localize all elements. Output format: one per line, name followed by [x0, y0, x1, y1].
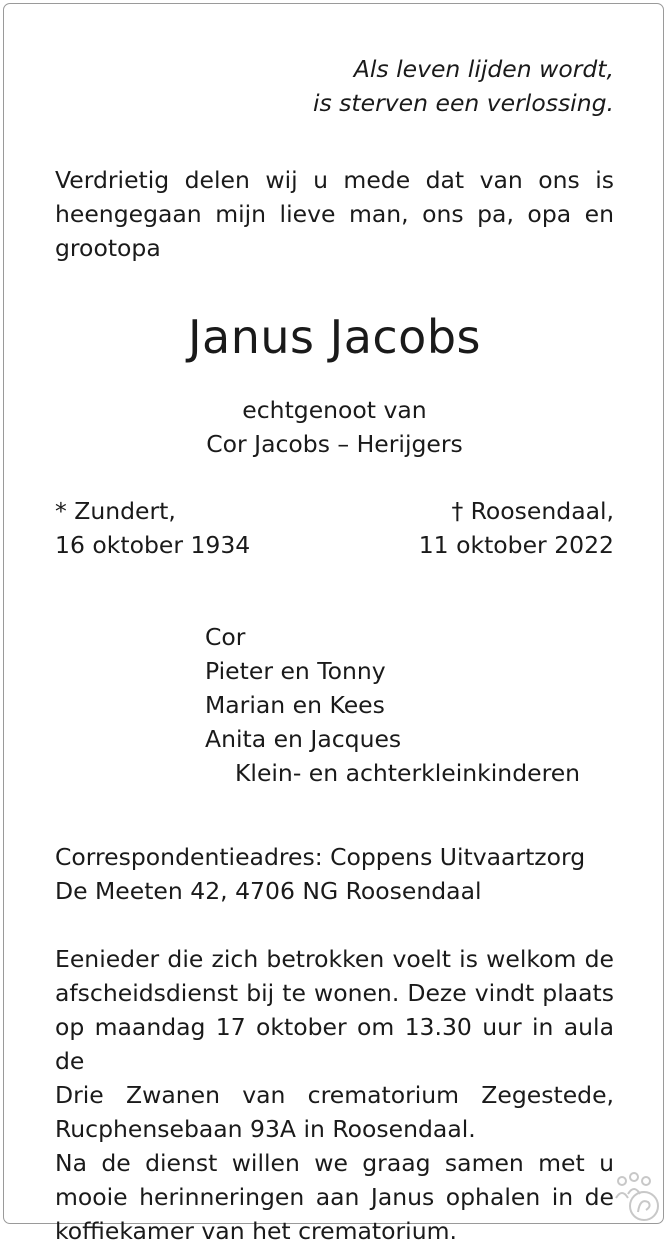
service-line: Rucphensebaan 93A in Roosendaal. — [55, 1115, 476, 1143]
death-place: † Roosendaal, — [451, 497, 614, 525]
intro-line: Verdrietig delen wij u mede dat van ons is — [55, 166, 614, 194]
family-member: Pieter en Tonny — [205, 657, 386, 685]
deceased-name: Janus Jacobs — [187, 310, 481, 364]
family-member: Cor — [205, 623, 246, 651]
service-line: mooie herinneringen aan Janus ophalen in de — [55, 1183, 614, 1211]
service-line: koffiekamer van het crematorium. — [55, 1217, 457, 1245]
birth-date: 16 oktober 1934 — [55, 531, 251, 559]
service-line: afscheidsdienst bij te wonen. Deze vindt plaats — [55, 979, 614, 1007]
death-info — [419, 494, 614, 562]
motto-line: Als leven lijden wordt, — [353, 55, 614, 83]
service-line: Drie Zwanen van crematorium Zegestede, — [55, 1081, 614, 1109]
motto — [55, 52, 614, 120]
family-member: Anita en Jacques — [205, 725, 402, 753]
death-notice — [55, 52, 614, 1248]
service-line: Eenieder die zich betrokken voelt is welkom de — [55, 945, 614, 973]
family-list — [205, 620, 614, 790]
service-info — [55, 942, 614, 1248]
spouse-line: echtgenoot van — [242, 396, 427, 424]
spouse-info — [55, 393, 614, 461]
address-line: De Meeten 42, 4706 NG Roosendaal — [55, 877, 482, 905]
life-dates — [55, 494, 614, 562]
intro-line: heengegaan mijn lieve man, ons pa, opa en — [55, 200, 614, 228]
death-date: 11 oktober 2022 — [418, 531, 614, 559]
spouse-line: Cor Jacobs – Herijgers — [206, 430, 463, 458]
correspondence-address — [55, 840, 614, 908]
motto-line: is sterven een verlossing. — [312, 89, 614, 117]
birth-place: * Zundert, — [55, 497, 176, 525]
intro-text — [55, 163, 614, 265]
address-line: Correspondentieadres: Coppens Uitvaartzorg — [55, 843, 586, 871]
service-line: Na de dienst willen we graag samen met u — [55, 1149, 614, 1177]
family-member: Klein- en achterkleinkinderen — [235, 759, 581, 787]
service-line: op maandag 17 oktober om 13.30 uur in aula de — [55, 1013, 614, 1075]
birth-info — [55, 494, 250, 562]
intro-line: grootopa — [55, 234, 161, 262]
family-member: Marian en Kees — [205, 691, 385, 719]
people-circle-icon — [608, 1168, 664, 1224]
